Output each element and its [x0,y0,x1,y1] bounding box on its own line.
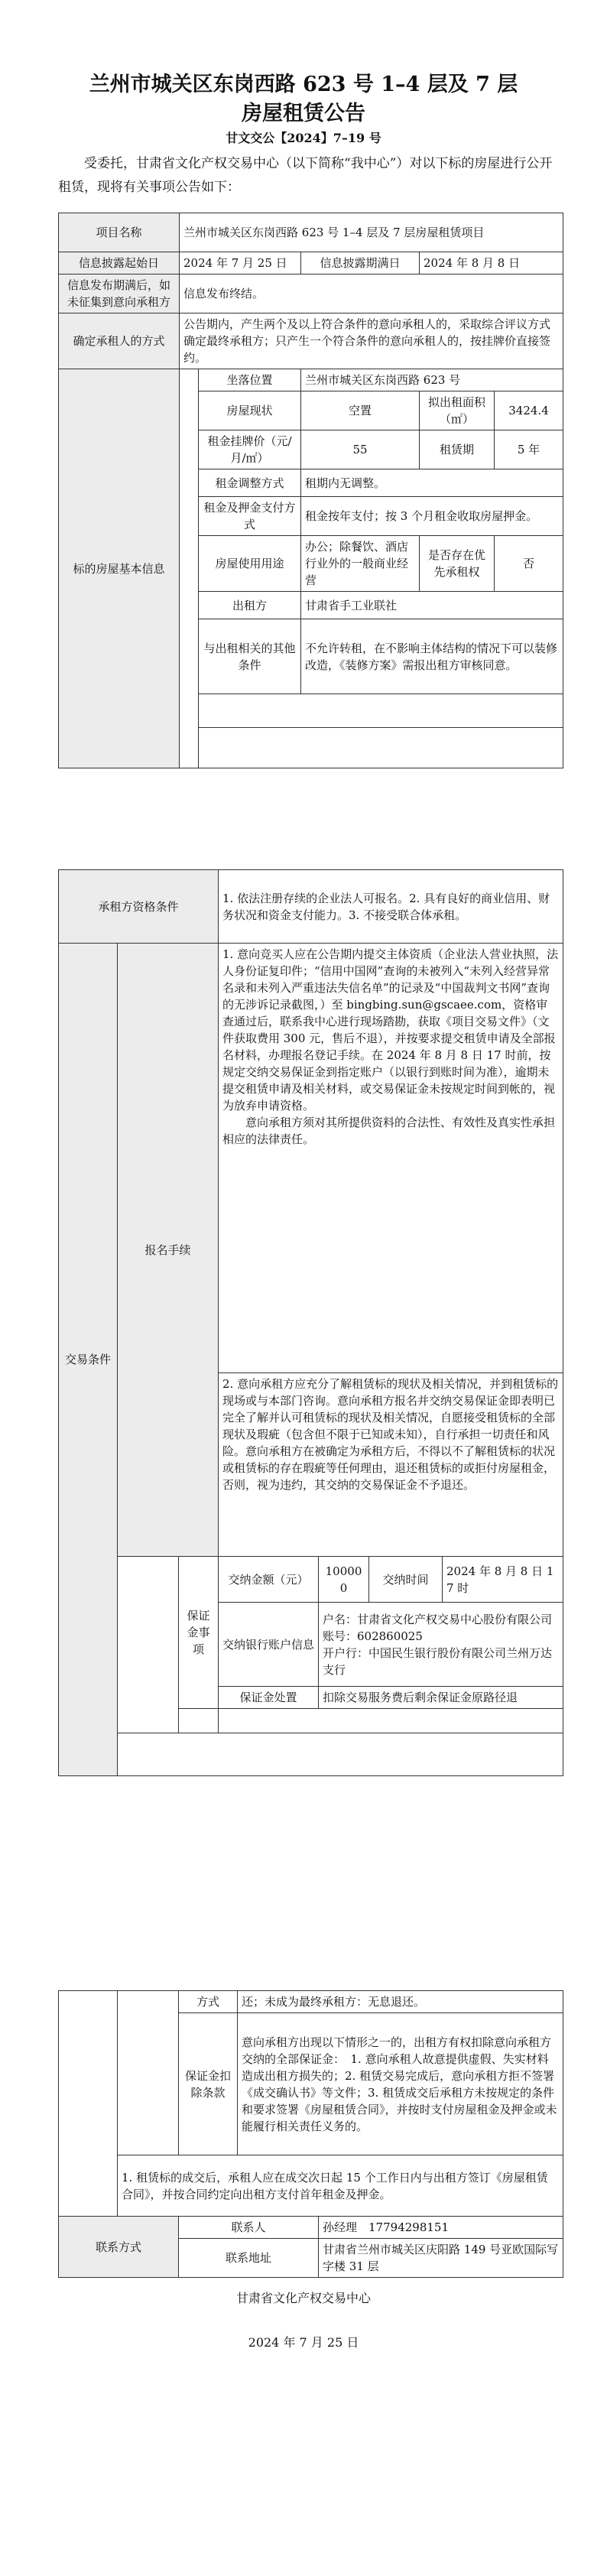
way-label: 方式 [179,1991,238,2013]
way: 还；未成为最终承租方：无息退还。 [238,1991,563,2013]
intro-paragraph: 受委托，甘肃省文化产权交易中心（以下简称“我中心”）对以下标的房屋进行公开租赁，现将有关事项公告如下： [58,156,553,195]
contact-person: 孙经理 17794298151 [319,2217,563,2239]
other-label: 与出租相关的其他条件 [199,619,301,694]
deduct: 意向承租方出现以下情形之一的，出租方有权扣除意向承租方交纳的全部保证金： 1. 意向承租人故意提供虚假、失实材料造成出租方损失的；2. 租赁交易完成后，意向承租方拒不签署《成交确认书》等文件；3. 租赁成交后承租方未按规定的条件和要求签署《房屋租赁合同》，并按时支付房屋租金及押金或未能履行相关责任义务的。 [238,2013,563,2155]
adjust: 租期内无调整。 [301,469,563,497]
sign-contract-text: 1. 租赁标的成交后，承租人应在成交次日起 15 个工作日内与出租方签订《房屋租赁合同》，并按合同约定向出租方支付首年租金及押金。 [118,2155,563,2217]
document-number: 甘文交公【2024】7–19 号 [226,131,381,145]
use: 办公；除餐饮、酒店行业外的一般商业经营 [301,536,420,592]
deposit-label: 保证金事项 [179,1557,219,1709]
amount: 100000 [319,1557,369,1603]
method-label: 确定承租人的方式 [59,313,180,369]
property-section-label: 标的房屋基本信息 [59,369,180,768]
register-paragraph-2: 意向承租方须对其所提供资料的合法性、有效性及真实性承担相应的法律责任。 [222,1116,556,1146]
location: 兰州市城关区东岗西路 623 号 [301,369,563,391]
disclosure-end-label: 信息披露期满日 [301,252,420,274]
footer-organization: 甘肃省文化产权交易中心 [235,2291,371,2305]
contact-person-label: 联系人 [179,2217,319,2239]
time: 2024 年 8 月 8 日 17 时 [443,1557,563,1603]
method-value: 公告期内，产生两个及以上符合条件的意向承租人的，采取综合评议方式确定最终承租方；只产生一个符合条件的意向承租人的，按挂牌价直接签约。 [180,313,563,369]
account-number: 账号：602860025 [323,1629,423,1643]
deduct-label: 保证金扣除条款 [179,2013,238,2155]
register-paragraph-3: 2. 意向承租方应充分了解租赁标的现状及相关情况，并到租赁标的现场或与本部门咨询。意向承租方报名并交纳交易保证金即表明已完全了解并认可租赁标的现状及相关情况，自愿接受租赁标的全部现状及瑕疵（包含但不限于已知或未知），自行承担一切责任和风险。意向承租方在被确定为承租方后，不得以不了解租赁标的状况或租赁标的存在瑕疵等任何理由，退还租赁标的或拒付房屋租金，否则，视为违约，其交纳的交易保证金不予退还。 [219,1373,563,1557]
disclosure-start-label: 信息披露起始日 [59,252,180,274]
priority-label: 是否存在优先承租权 [420,536,495,592]
qualification-text: 1. 依法注册存续的企业法人可报名。2. 具有良好的商业信用、财务状况和资金支付能力。3. 不接受联合体承租。 [219,870,563,944]
time-label: 交纳时间 [369,1557,443,1603]
status-label: 房屋现状 [199,391,301,430]
handling-label: 保证金处置 [219,1687,319,1709]
disclosure-end: 2024 年 8 月 8 日 [420,252,563,274]
bank-label: 交纳银行账户信息 [219,1603,319,1687]
amount-label: 交纳金额（元） [219,1557,319,1603]
price: 55 [301,430,420,469]
title-line-1: 兰州市城关区东岗西路 623 号 1–4 层及 7 层 [89,73,518,96]
payment-label: 租金及押金支付方式 [199,497,301,536]
register-paragraph-1: 1. 意向竞买人应在公告期内提交主体资质（企业法人营业执照，法人身份证复印件；“信用中国网”查询的未被列入“未列入经营异常名录和未列入严重违法失信名单”的记录及“中国裁判文书网”查询的无涉诉记录截图，）至 bingbing.sun@gscaee.com，资格审查通过后，联系我中心进行现场踏勘，获取《项目交易文件》（文件获取费用 300 元，售后不退），并按要求提交租赁申请及全部报名材料，办理报名登记手续。在 2024 年 8 月 8 日 17 时前，按规定交纳交易保证金到指定账户（以银行到账时间为准），逾期未提交租赁申请及相关材料，或交易保证金未按规定时间到帐的，视为放弃申请资格。 [222,947,559,1113]
title-line-2: 房屋租赁公告 [242,102,365,125]
continuation-table [58,1990,563,2278]
payment: 租金按年支付；按 3 个月租金收取房屋押金。 [301,497,563,536]
area-label: 拟出租面积（㎡） [420,391,495,430]
location-label: 坐落位置 [199,369,301,391]
bank-name: 开户行：中国民生银行股份有限公司兰州万达支行 [323,1645,553,1677]
status: 空置 [301,391,420,430]
project-name-label: 项目名称 [59,213,180,252]
contact-address: 甘肃省兰州市城关区庆阳路 149 号亚欧国际写字楼 31 层 [319,2239,563,2278]
use-label: 房屋使用用途 [199,536,301,592]
no-bidder-label: 信息发布期满后，如未征集到意向承租方 [59,274,180,313]
contact-label: 联系方式 [59,2217,179,2278]
trade-table [58,869,563,1776]
register-label: 报名手续 [118,944,219,1557]
project-name: 兰州市城关区东岗西路 623 号 1–4 层及 7 层房屋租赁项目 [180,213,563,252]
term: 5 年 [495,430,563,469]
disclosure-start: 2024 年 7 月 25 日 [180,252,301,274]
contact-address-label: 联系地址 [179,2239,319,2278]
lessor: 甘肃省手工业联社 [301,592,563,619]
qualification-label: 承租方资格条件 [59,870,219,944]
handling: 扣除交易服务费后剩余保证金原路径退 [319,1687,563,1709]
other: 不允许转租，在不影响主体结构的情况下可以装修改造，《装修方案》需报出租方审核同意。 [301,619,563,694]
priority: 否 [495,536,563,592]
price-label: 租金挂牌价（元/月/㎡） [199,430,301,469]
info-table [58,213,563,768]
lessor-label: 出租方 [199,592,301,619]
area: 3424.4 [495,391,563,430]
footer-date: 2024 年 7 月 25 日 [248,2335,359,2350]
term-label: 租赁期 [420,430,495,469]
account-name: 户名：甘肃省文化产权交易中心股份有限公司 [323,1612,553,1626]
no-bidder-value: 信息发布终结。 [180,274,563,313]
trade-label: 交易条件 [59,944,118,1776]
adjust-label: 租金调整方式 [199,469,301,497]
